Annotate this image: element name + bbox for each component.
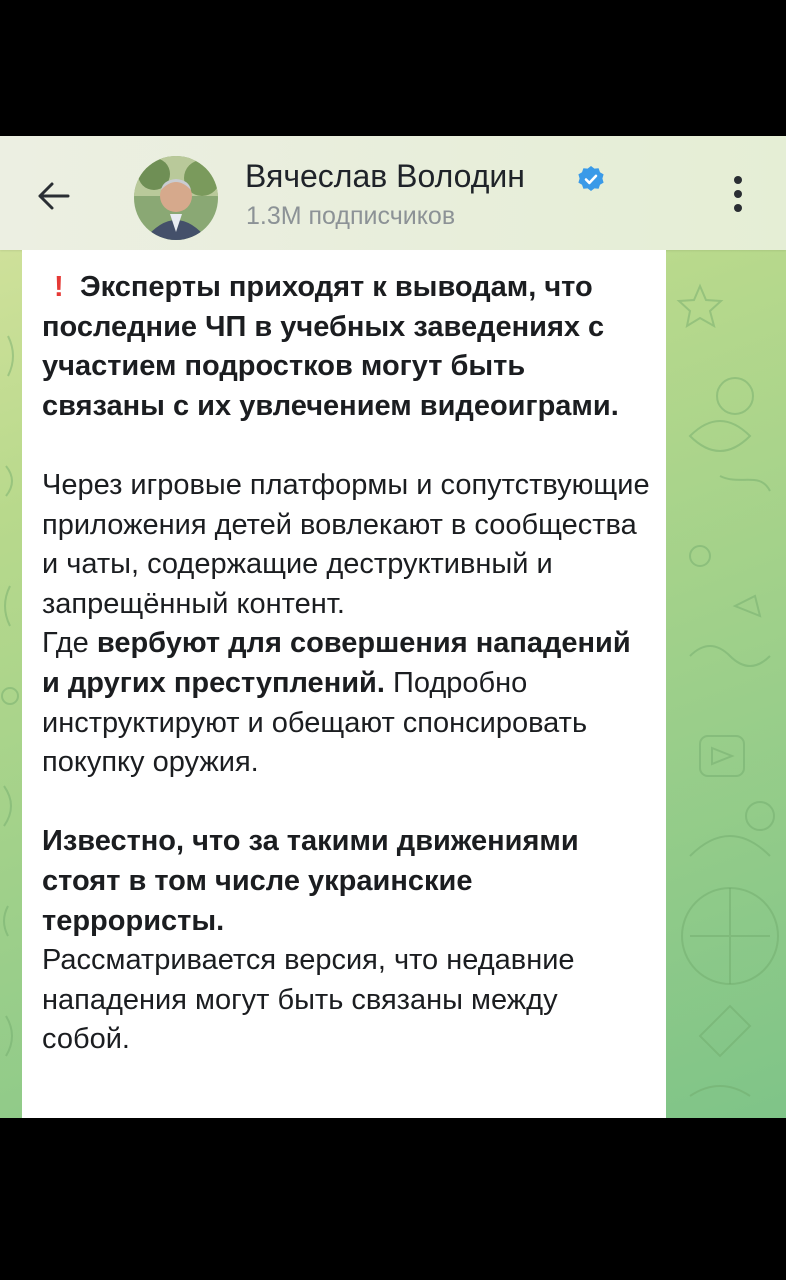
message-bubble[interactable] xyxy=(22,250,666,1118)
message-paragraph-4 xyxy=(42,822,652,1060)
paragraph-3-bold: вербуют для совершения нападений и других преступлений. xyxy=(42,627,631,699)
status-bar-area xyxy=(0,0,786,136)
more-options-button[interactable] xyxy=(718,169,758,219)
telegram-channel-view xyxy=(0,136,786,1118)
exclamation-icon: ! xyxy=(54,271,64,303)
person-photo-icon xyxy=(134,156,218,240)
verified-badge-icon xyxy=(577,165,605,193)
message-paragraph-3 xyxy=(42,624,652,782)
paragraph-3-rest: Подробно инструктируют и обещают спонсировать покупку оружия. xyxy=(42,666,588,779)
more-vertical-icon xyxy=(718,169,758,219)
channel-avatar[interactable] xyxy=(134,156,218,240)
channel-name[interactable]: Вячеслав Володин xyxy=(245,158,525,194)
paragraph-4-rest: Рассматривается версия, что недавние нападения могут быть связаны между собой. xyxy=(42,944,575,1056)
back-button[interactable] xyxy=(28,170,80,222)
subscriber-count: 1.3M подписчиков xyxy=(246,202,456,230)
message-lead-bold: Эксперты приходят к выводам, что последние ЧП в учебных заведениях с участием подростков могут быть связаны с их увлечением видеоиграми. xyxy=(42,271,619,422)
navigation-bar-area xyxy=(0,1118,786,1280)
message-paragraph-1 xyxy=(42,268,652,426)
arrow-left-icon xyxy=(28,170,80,222)
message-paragraph-2: Через игровые платформы и сопутствующие приложения детей вовлекают в сообщества и чаты, содержащие деструктивный и запрещённый контент. xyxy=(42,468,650,620)
paragraph-gap xyxy=(42,783,652,823)
paragraph-3-prefix: Где xyxy=(42,627,89,660)
channel-header xyxy=(0,136,786,250)
paragraph-4-bold: Известно, что за такими движениями стоят в том числе украинские террористы. xyxy=(42,825,579,937)
message-text xyxy=(42,268,652,1060)
paragraph-gap xyxy=(42,426,652,466)
